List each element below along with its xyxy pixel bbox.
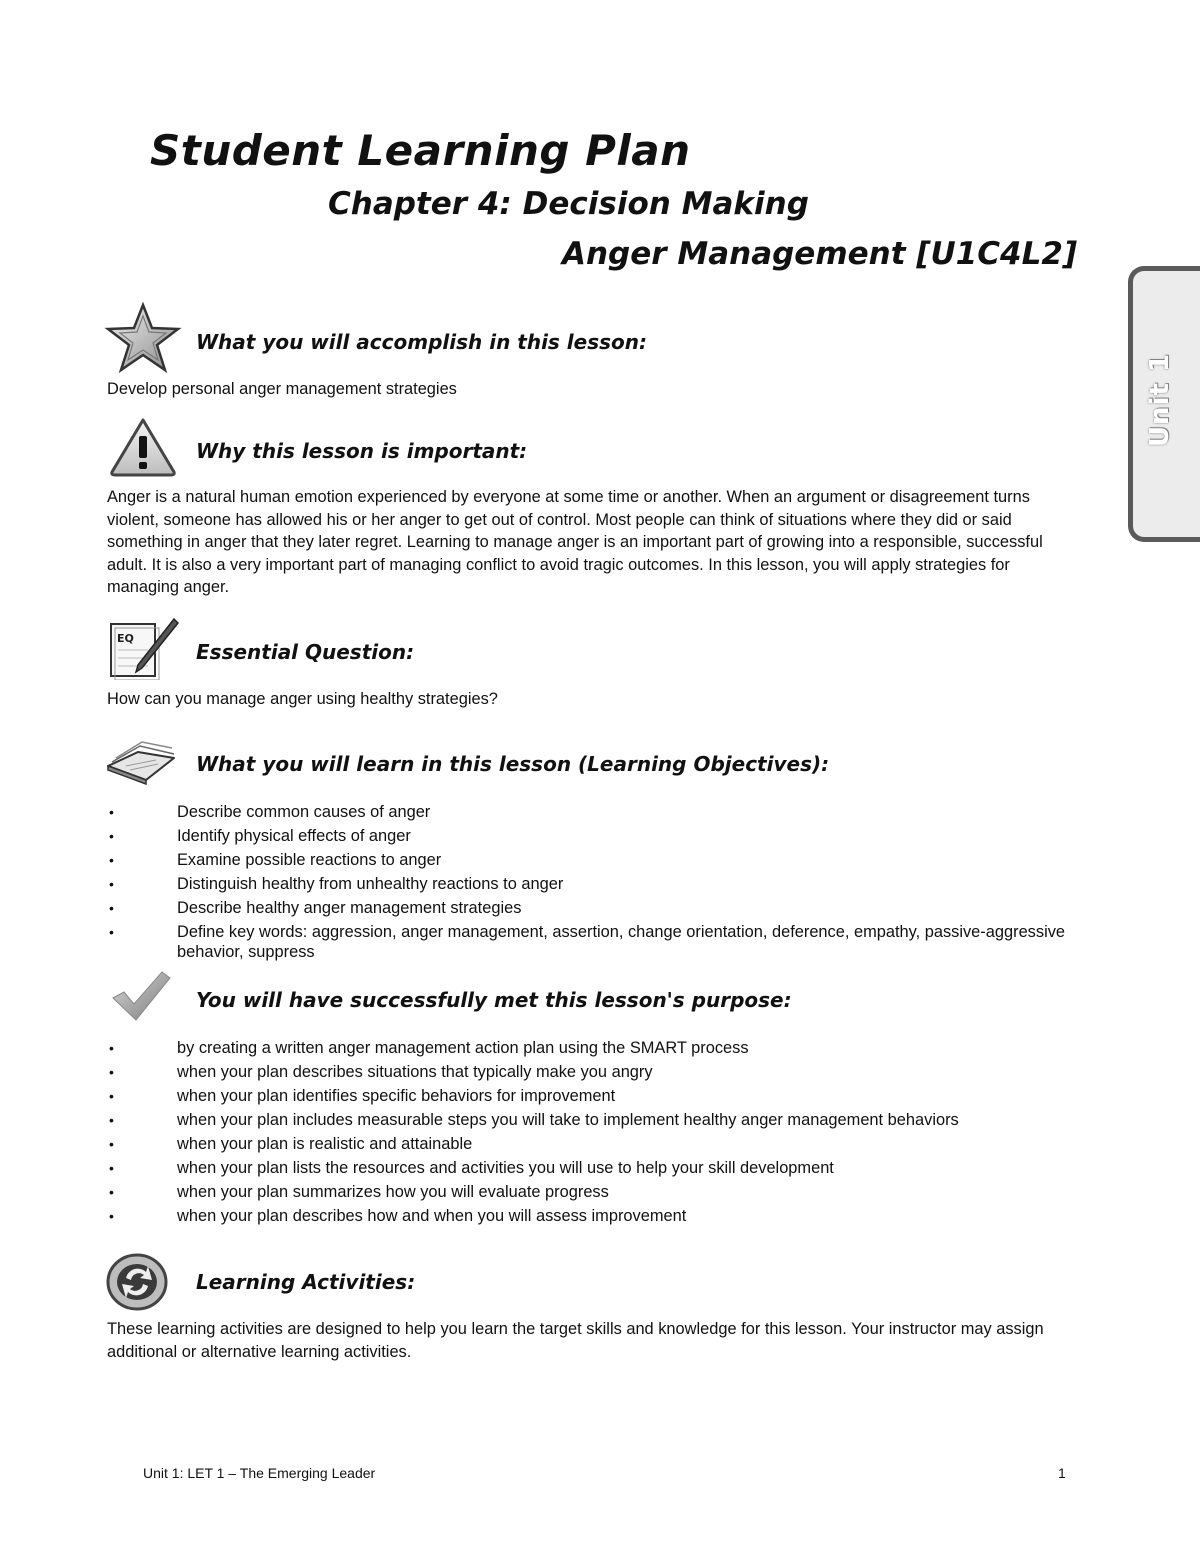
section-heading-essential: Essential Question:: [196, 640, 415, 664]
footer-unit-label: Unit 1: LET 1 – The Emerging Leader: [143, 1465, 376, 1481]
section-text-accomplish: Develop personal anger management strategies: [107, 380, 457, 398]
open-book-icon: [104, 736, 180, 786]
list-item: • when your plan includes measurable steps you will take to implement healthy anger management behaviors: [107, 1108, 1077, 1132]
list-item: • when your plan is realistic and attainable: [107, 1132, 1077, 1156]
eq-notepad-icon: [108, 616, 180, 680]
list-item: • when your plan summarizes how you will evaluate progress: [107, 1180, 1077, 1204]
section-heading-objectives: What you will learn in this lesson (Learning Objectives):: [196, 752, 830, 776]
section-text-important: Anger is a natural human emotion experienced by everyone at some time or another. When an argument or disagreement turns violent, someone has allowed his or her anger to get out of control. Most people can think of situations where they did or said something in anger that they later regret. Learning to manage anger is an important part of growing into a responsible, successful adult. It is also a very important part of managing conflict to avoid tragic outcomes. In this lesson, you will apply strategies for managing anger.: [107, 488, 1043, 596]
lesson-title: Anger Management [U1C4L2]: [562, 236, 1078, 272]
eq-icon-label: EQ: [117, 632, 134, 645]
list-item: • by creating a written anger management action plan using the SMART process: [107, 1036, 1077, 1060]
section-text-activities: These learning activities are designed to help you learn the target skills and knowledge for this lesson. Your instructor may assign additional or alternative learning activities.: [107, 1320, 1044, 1361]
list-item: • when your plan identifies specific behaviors for improvement: [107, 1084, 1077, 1108]
section-heading-purpose: You will have successfully met this lesson's purpose:: [196, 988, 792, 1012]
footer-page-number: 1: [1058, 1465, 1066, 1481]
objectives-list: [107, 800, 1077, 962]
chapter-title: Chapter 4: Decision Making: [328, 186, 809, 222]
list-item: • Define key words: aggression, anger management, assertion, change orientation, deference, empathy, passive-aggressive behavior, suppress: [107, 920, 1077, 962]
list-item: • Identify physical effects of anger: [107, 824, 1077, 848]
list-item: • when your plan lists the resources and activities you will use to help your skill development: [107, 1156, 1077, 1180]
list-item: • Describe common causes of anger: [107, 800, 1077, 824]
unit-side-tab-label: Unit 1: [1145, 352, 1175, 448]
section-heading-important: Why this lesson is important:: [196, 439, 528, 463]
list-item: • when your plan describes situations that typically make you angry: [107, 1060, 1077, 1084]
warning-icon: [108, 416, 178, 478]
list-item: • Describe healthy anger management strategies: [107, 896, 1077, 920]
list-item: • Examine possible reactions to anger: [107, 848, 1077, 872]
list-item: • Distinguish healthy from unhealthy reactions to anger: [107, 872, 1077, 896]
list-item: • when your plan describes how and when you will assess improvement: [107, 1204, 1077, 1228]
section-heading-activities: Learning Activities:: [196, 1270, 416, 1294]
page-title: Student Learning Plan: [150, 126, 691, 175]
refresh-cycle-icon: [104, 1252, 170, 1312]
section-heading-accomplish: What you will accomplish in this lesson:: [196, 330, 648, 354]
purpose-list: [107, 1036, 1077, 1228]
star-icon: [104, 302, 182, 374]
checkmark-icon: [110, 968, 172, 1022]
section-text-essential: How can you manage anger using healthy strategies?: [107, 690, 498, 708]
